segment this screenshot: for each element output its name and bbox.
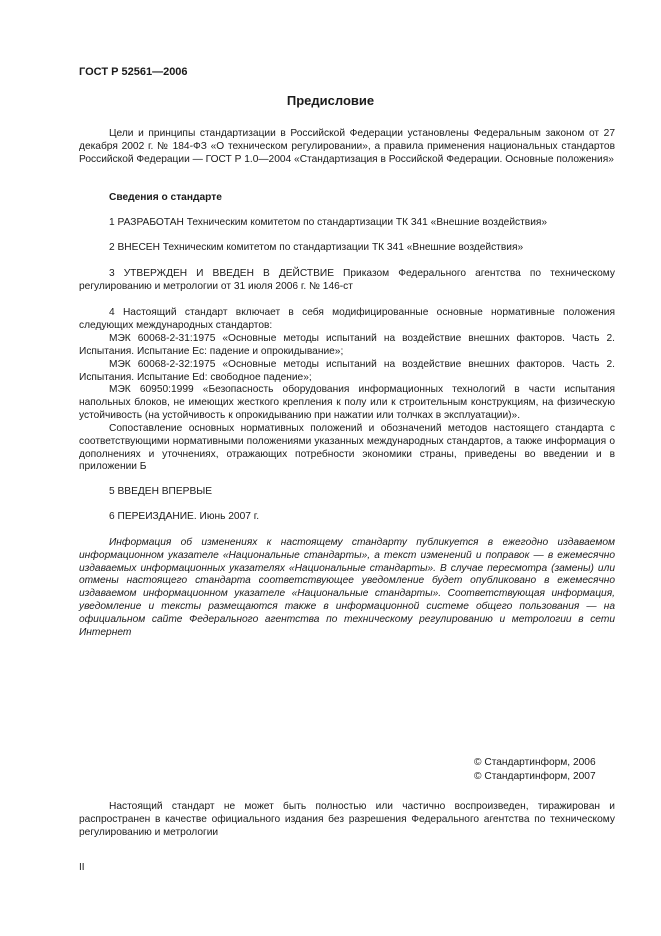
copyright-2007: © Стандартинформ, 2007 bbox=[474, 771, 596, 782]
item-4-comparison: Сопоставление основных нормативных положений и обозначений методов настоящего стандарта с соответствующими нормативными положениями указанных международных стандартов, а также информация о дополнениях и уточнениях, отражающих потребности экономики страны, приведены во введении и в приложении Б bbox=[79, 423, 615, 473]
page-number: II bbox=[79, 862, 85, 873]
intro-paragraph: Цели и принципы стандартизации в Российской Федерации установлены Федеральным законом от 27 декабря 2002 г. № 184-ФЗ «О техническом регулировании», а правила применения национальных стандартов Российской Федерации — ГОСТ Р 1.0—2004 «Стандартизация в Российской Федерации. Основные положения» bbox=[79, 128, 615, 165]
item-6: 6 ПЕРЕИЗДАНИЕ. Июнь 2007 г. bbox=[109, 511, 260, 522]
item-2: 2 ВНЕСЕН Техническим комитетом по стандартизации ТК 341 «Внешние воздействия» bbox=[109, 242, 524, 253]
legal-notice: Настоящий стандарт не может быть полностью или частично воспроизведен, тиражирован и распространен в качестве официального издания без разрешения Федерального агентства по техническому регулированию и метрологии bbox=[79, 801, 615, 838]
change-notice: Информация об изменениях к настоящему стандарту публикуется в ежегодно издаваемом информационном указателе «Национальные стандарты», а текст изменений и поправок — в ежемесячно издаваемых информационных указателях «Национальные стандарты». В случае пересмотра (замены) или отмены настоящего стандарта соответствующее уведомление будет опубликовано в ежемесячно издаваемом информационном указателе «Национальные стандарты». Соответствующая информация, уведомление и тексты размещаются также в информационной системе общего пользования — на официальном сайте Федерального агентства по техническому регулированию и метрологии в сети Интернет bbox=[79, 537, 615, 638]
item-3: 3 УТВЕРЖДЕН И ВВЕДЕН В ДЕЙСТВИЕ Приказом Федерального агентства по техническому регулированию и метрологии от 31 июля 2006 г. № 146-ст bbox=[79, 268, 615, 292]
item-4-standard-3: МЭК 60950:1999 «Безопасность оборудования информационных технологий в части испытания напольных блоков, не имеющих жесткого крепления к полу или к строительным конструкциям, на физическую устойчивость (на устойчивость к опрокидыванию при нажатии или толчках в эксплуатации)». bbox=[79, 384, 615, 421]
item-5: 5 ВВЕДЕН ВПЕРВЫЕ bbox=[109, 486, 213, 497]
document-code: ГОСТ Р 52561—2006 bbox=[79, 66, 188, 78]
item-4-standard-2: МЭК 60068-2-32:1975 «Основные методы испытаний на воздействие внешних факторов. Часть 2. Испытания. Испытание Ed: свободное падение»; bbox=[79, 359, 615, 383]
copyright-2006: © Стандартинформ, 2006 bbox=[474, 757, 596, 768]
info-heading: Сведения о стандарте bbox=[109, 192, 222, 203]
item-1: 1 РАЗРАБОТАН Техническим комитетом по стандартизации ТК 341 «Внешние воздействия» bbox=[109, 217, 548, 228]
item-4-standard-1: МЭК 60068-2-31:1975 «Основные методы испытаний на воздействие внешних факторов. Часть 2. Испытания. Испытание Ec: падение и опрокидывание»; bbox=[79, 333, 615, 357]
page-title: Предисловие bbox=[286, 93, 375, 108]
item-4-lead: 4 Настоящий стандарт включает в себя модифицированные основные нормативные положения следующих международных стандартов: bbox=[79, 307, 615, 331]
